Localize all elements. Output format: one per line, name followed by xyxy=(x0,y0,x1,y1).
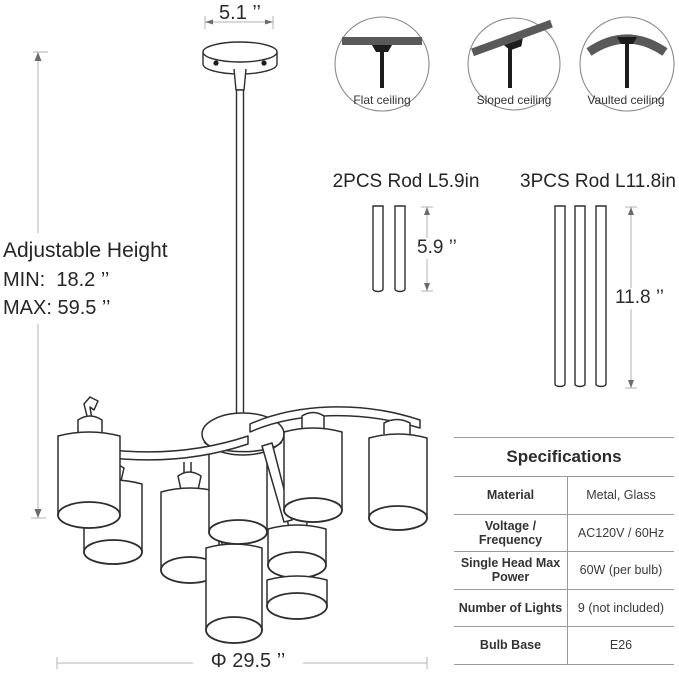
spec-value: AC120V / 60Hz xyxy=(567,515,674,552)
spec-row-max-power xyxy=(454,551,674,589)
spec-value: E26 xyxy=(567,627,674,664)
shade-far-right xyxy=(369,420,427,531)
spec-value: 60W (per bulb) xyxy=(567,552,674,589)
long-rods-drawing xyxy=(555,206,606,387)
spec-value: 9 (not included) xyxy=(567,590,674,627)
short-rod-length-label: 5.9 ’’ xyxy=(414,238,460,259)
long-rod-length-label: 11.8 ’’ xyxy=(612,288,667,309)
chandelier-drawing xyxy=(58,397,427,643)
adjustable-height-title: Adjustable Height xyxy=(3,239,168,262)
short-rod-title: 2PCS Rod L5.9in xyxy=(332,171,480,192)
shade-front-left xyxy=(58,397,120,528)
hanging-rod xyxy=(237,90,244,420)
spec-label: Bulb Base xyxy=(479,638,542,653)
shade-right-upper xyxy=(284,413,342,523)
flat-ceiling-label: Flat ceiling xyxy=(353,93,411,107)
spec-row-bulb-base xyxy=(454,626,674,664)
spec-row-voltage xyxy=(454,514,674,552)
diameter-label: Φ 29.5 ’’ xyxy=(210,650,286,672)
adjustable-height-min: MIN: 18.2 ’’ xyxy=(3,269,110,291)
vaulted-ceiling-label: Vaulted ceiling xyxy=(587,93,665,107)
specifications-title: Specifications xyxy=(454,437,674,476)
shade-right-low-lower xyxy=(267,576,327,619)
spec-label: Material xyxy=(486,488,535,503)
spec-row-material xyxy=(454,476,674,514)
short-rods-drawing xyxy=(373,206,405,292)
sloped-ceiling-label: Sloped ceiling xyxy=(476,93,552,107)
specifications-table xyxy=(454,437,674,665)
adjustable-height-max: MAX: 59.5 ’’ xyxy=(3,297,111,319)
long-rod-title: 3PCS Rod L11.8in xyxy=(520,171,676,192)
spec-label: Single Head Max Power xyxy=(460,556,561,585)
canopy-width-label: 5.1 ’’ xyxy=(219,2,261,24)
canopy-drawing xyxy=(203,42,277,420)
shade-center-tall xyxy=(209,447,267,544)
spec-row-number-of-lights xyxy=(454,589,674,627)
spec-label: Voltage / Frequency xyxy=(478,518,543,547)
spec-label: Number of Lights xyxy=(458,600,563,615)
spec-value: Metal, Glass xyxy=(567,477,674,514)
